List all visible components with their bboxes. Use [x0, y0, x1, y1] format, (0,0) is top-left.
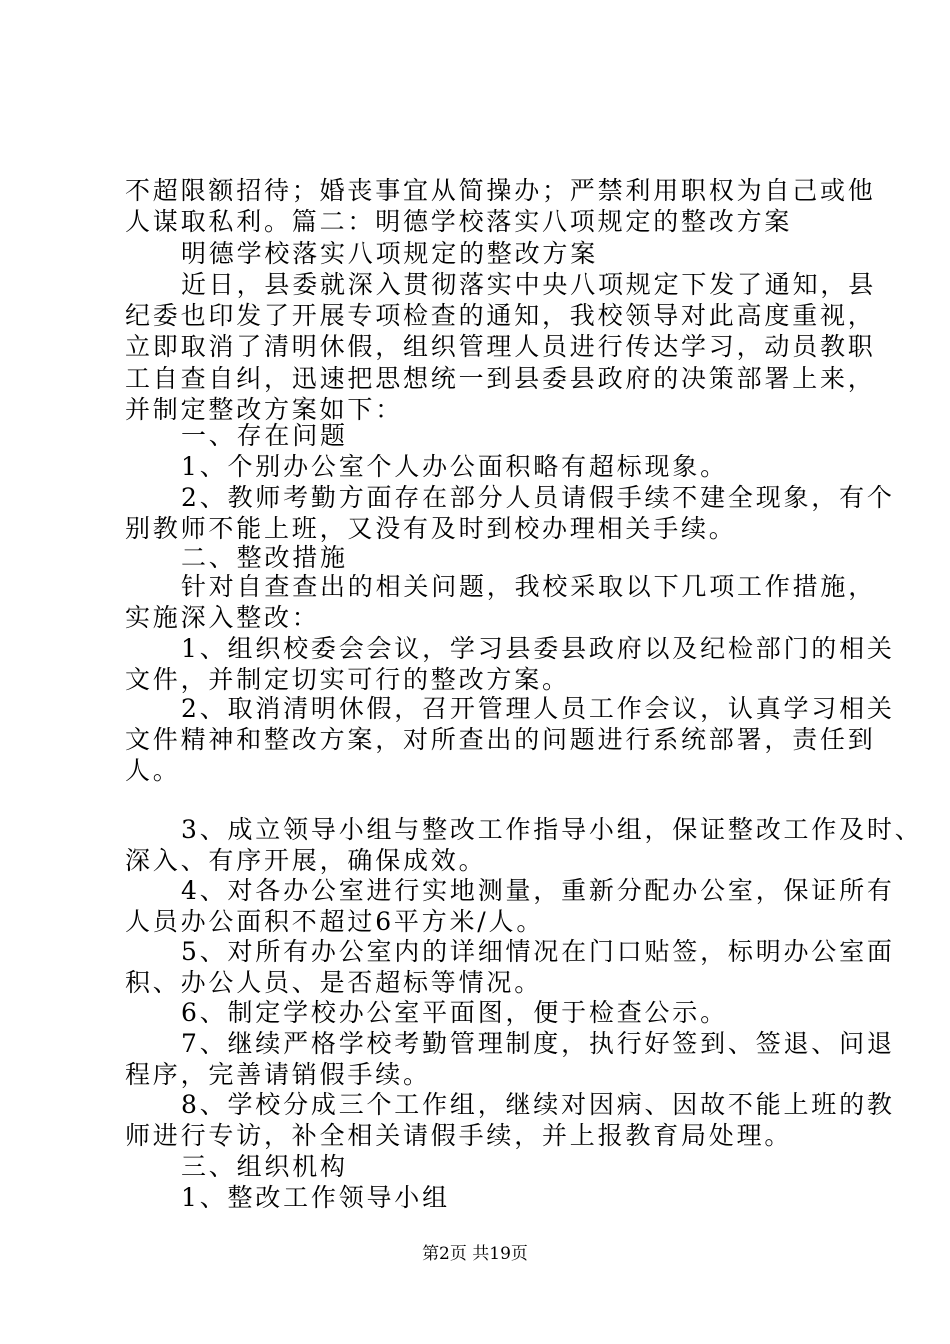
text-line: 纪委也印发了开展专项检查的通知，我校领导对此高度重视， [125, 301, 876, 330]
text-line: 针对自查查出的相关问题，我校采取以下几项工作措施， [181, 572, 877, 601]
text-line: 实施深入整改： [125, 603, 320, 632]
text-line: 积、办公人员、是否超标等情况。 [125, 968, 543, 997]
text-line: 别教师不能上班，又没有及时到校办理相关手续。 [125, 514, 737, 543]
text-line: 并制定整改方案如下： [125, 395, 404, 424]
text-line: 1、个别办公室个人办公面积略有超标现象。 [181, 452, 728, 481]
text-line: 文件，并制定切实可行的整改方案。 [125, 665, 570, 694]
text-line: 1、整改工作领导小组 [181, 1183, 450, 1212]
text-line: 工自查自纠，迅速把思想统一到县委县政府的决策部署上来， [125, 364, 876, 393]
text-line: 2、教师考勤方面存在部分人员请假手续不建全现象，有个 [181, 483, 895, 512]
text-line: 文件精神和整改方案，对所查出的问题进行系统部署，责任到 [125, 725, 876, 754]
text-line: 深入、有序开展，确保成效。 [125, 846, 487, 875]
text-line: 不超限额招待；婚丧事宜从简操办；严禁利用职权为自己或他 [125, 176, 876, 205]
text-line: 7、继续严格学校考勤管理制度，执行好签到、签退、问退 [181, 1029, 895, 1058]
text-line: 4、对各办公室进行实地测量，重新分配办公室，保证所有 [181, 876, 895, 905]
text-line: 近日，县委就深入贯彻落实中央八项规定下发了通知，县 [181, 270, 877, 299]
text-line: 程序，完善请销假手续。 [125, 1060, 431, 1089]
section-heading: 一、存在问题 [181, 421, 348, 450]
section-heading: 三、组织机构 [181, 1152, 348, 1181]
text-line: 立即取消了清明休假，组织管理人员进行传达学习，动员教职 [125, 332, 876, 361]
text-line: 人员办公面积不超过6平方米/人。 [125, 907, 545, 936]
text-line: 3、成立领导小组与整改工作指导小组，保证整改工作及时、 [181, 815, 923, 844]
section-heading: 二、整改措施 [181, 543, 348, 572]
text-line: 师进行专访，补全相关请假手续，并上报教育局处理。 [125, 1121, 793, 1150]
text-line: 8、学校分成三个工作组，继续对因病、因故不能上班的教 [181, 1090, 895, 1119]
text-line: 6、制定学校办公室平面图，便于检查公示。 [181, 998, 728, 1027]
page-number: 第2页 共19页 [422, 1244, 528, 1264]
text-line: 5、对所有办公室内的详细情况在门口贴签，标明办公室面 [181, 937, 895, 966]
text-line: 人谋取私利。篇二：明德学校落实八项规定的整改方案 [125, 207, 793, 236]
text-line: 1、组织校委会会议，学习县委县政府以及纪检部门的相关 [181, 634, 895, 663]
text-line: 明德学校落实八项规定的整改方案 [181, 239, 599, 268]
text-line: 2、取消清明休假，召开管理人员工作会议，认真学习相关 [181, 694, 895, 723]
text-line: 人。 [125, 756, 181, 785]
